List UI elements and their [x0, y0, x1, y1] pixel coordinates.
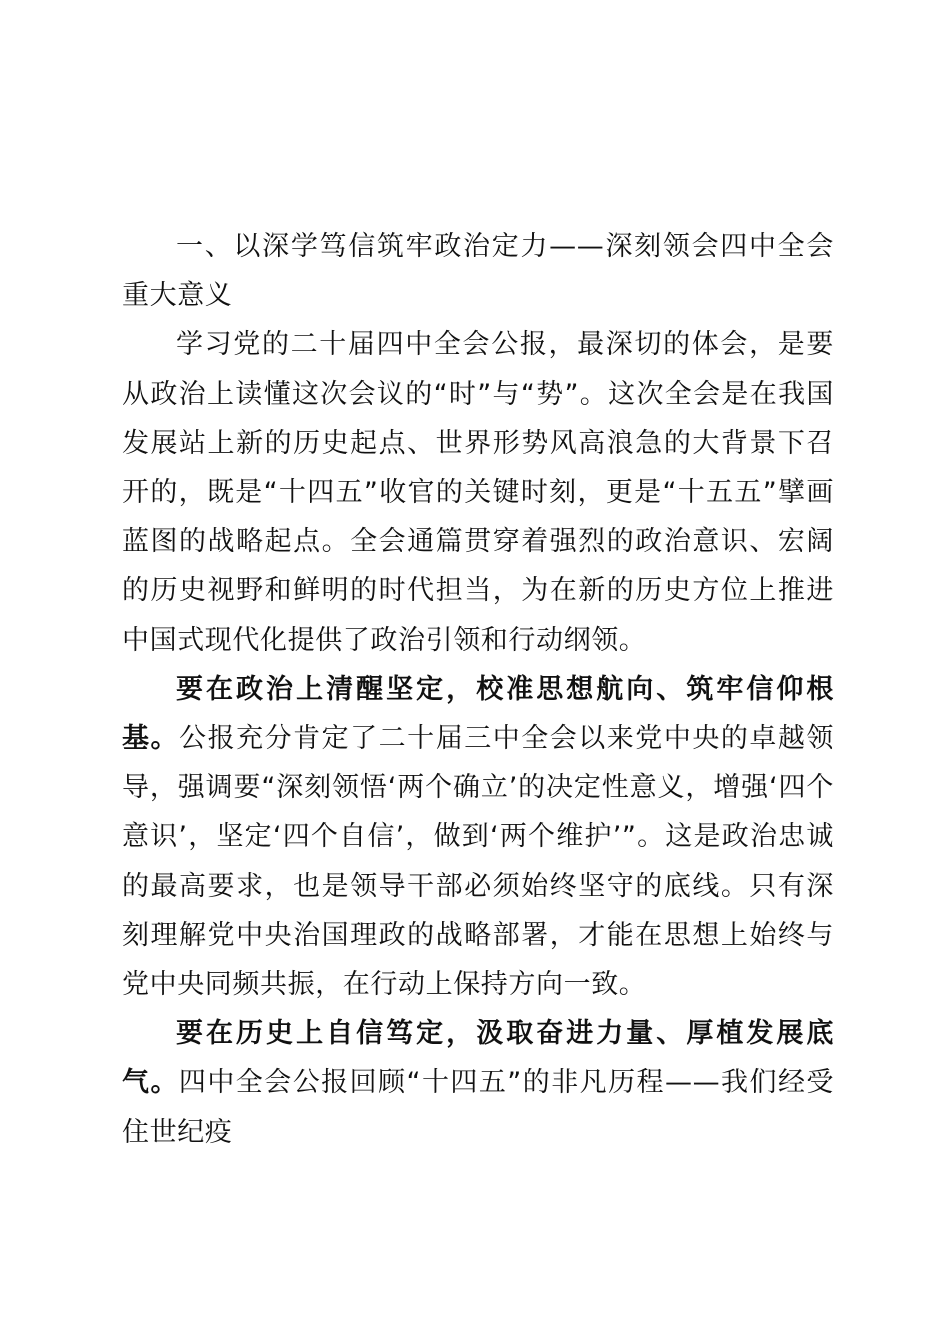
- paragraph-3-text: 四中全会公报回顾“十四五”的非凡历程——我们经受住世纪疫: [122, 1067, 835, 1148]
- paragraph-1-text: 学习党的二十届四中全会公报，最深切的体会，是要从政治上读懂这次会议的“时”与“势”。这次全会是在我国发展站上新的历史起点、世界形势风高浪急的大背景下召开的，既是“十四五”收官的关键时刻，更是“十五五”擘画蓝图的战略起点。全会通篇贯穿着强烈的政治意识、宏阔的历史视野和鲜明的时代担当，为在新的历史方位上推进中国式现代化提供了政治引领和行动纲领。: [122, 329, 834, 656]
- section-heading: 一、以深学笃信筑牢政治定力——深刻领会四中全会重大意义: [122, 231, 834, 312]
- body-paragraph-1: [122, 320, 834, 664]
- paragraph-2-text: 公报充分肯定了二十届三中全会以来党中央的卓越领导，强调要“深刻领悟‘两个确立’的决定性意义，增强‘四个意识’，坚定‘四个自信’，做到‘两个维护’”。这是政治忠诚的最高要求，也是领导干部必须始终坚守的底线。只有深刻理解党中央治国理政的战略部署，才能在思想上始终与党中央同频共振，在行动上保持方向一致。: [122, 723, 834, 1001]
- document-page: [122, 222, 834, 1157]
- paragraph-3-lead: 要在历史上自信笃定，汲取奋进力量、厚植发展底气。: [122, 1018, 834, 1099]
- body-paragraph-2: [122, 665, 834, 1009]
- body-paragraph-3: [122, 1009, 834, 1157]
- paragraph-2-lead: 要在政治上清醒坚定，校准思想航向、筑牢信仰根基。: [122, 673, 834, 755]
